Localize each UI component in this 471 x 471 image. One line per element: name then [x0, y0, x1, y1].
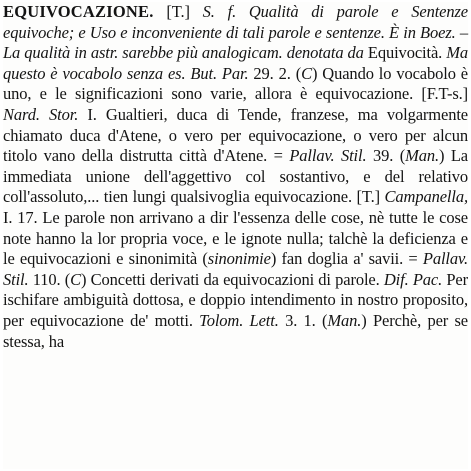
entry-text: ) Perchè, per se stessa, ha	[3, 310, 468, 351]
entry-italic-text: Dif. Pac.	[383, 269, 443, 289]
entry-italic-text: sinonimie	[207, 249, 271, 269]
entry-italic-text: Ma questo è vocabolo senza es. But. Par.	[3, 43, 468, 83]
entry-text: Per ischifare ambiguità dottosa, e doppio intendimento in nostro proposito, per equivocazione de' motti.	[3, 269, 468, 330]
dictionary-page	[3, 2, 468, 469]
entry-italic-text: Campanella,	[384, 187, 468, 207]
entry-italic-text: Man.	[405, 146, 439, 166]
entry-italic-text: Pallav. Stil.	[3, 249, 469, 289]
entry-headword: EQUIVOCAZIONE.	[3, 2, 154, 21]
entry-text: 39. (	[366, 146, 406, 166]
entry-italic-text: Nard. Stor.	[3, 104, 79, 124]
entry-text: [T.]	[153, 2, 203, 21]
entry-text: ) La immediata unione dell'aggettivo col sostantivo, e del relativo coll'assoluto,... tien lungi qualsivoglia equivocazione. [T.]	[3, 146, 469, 207]
entry-italic-text: Pallav. Stil.	[289, 146, 367, 166]
entry-italic-text: Tolom. Lett.	[199, 310, 279, 330]
entry-text: I. Gualtieri, duca di Tende, franzese, ma volgarmente chiamato duca d'Atene, o vero per equivocazione, o vero per alcun titolo vano della distrutta città d'Atene. =	[3, 104, 469, 166]
entry-italic-text: Man.	[327, 310, 362, 330]
entry-text: ) Quando lo vocabolo è uno, e le significazioni sono varie, allora è equivocazione. [F.T-s.]	[3, 63, 468, 104]
entry-text: 110. (	[28, 269, 71, 289]
entry-text: ) Concetti derivati da equivocazioni di parole.	[81, 269, 384, 289]
entry-italic-text: C	[70, 269, 82, 289]
entry-text: ) fan doglia a' savii. =	[270, 249, 423, 269]
entry-text: I. 17. Le parole non arrivano a dir l'essenza delle cose, nè tutte le cose note hanno la lor propria voce, e le ignote nulla; talchè la deficienza e le equivocazioni e sinonimità (	[3, 207, 468, 269]
entry-italic-text: S. f. Qualità di parole e Sentenze equivoche; e Uso e inconveniente di tali parole e sentenze. È in Boez. – La qualità in astr. sarebbe più analogicam. denotata da	[3, 2, 468, 63]
entry-text: 29. 2. (	[248, 63, 302, 83]
dictionary-entry-equivocazione	[3, 2, 468, 352]
entry-italic-text: C	[301, 63, 312, 83]
entry-text: 3. 1. (	[278, 310, 328, 330]
entry-text: Equivocità.	[367, 43, 443, 63]
